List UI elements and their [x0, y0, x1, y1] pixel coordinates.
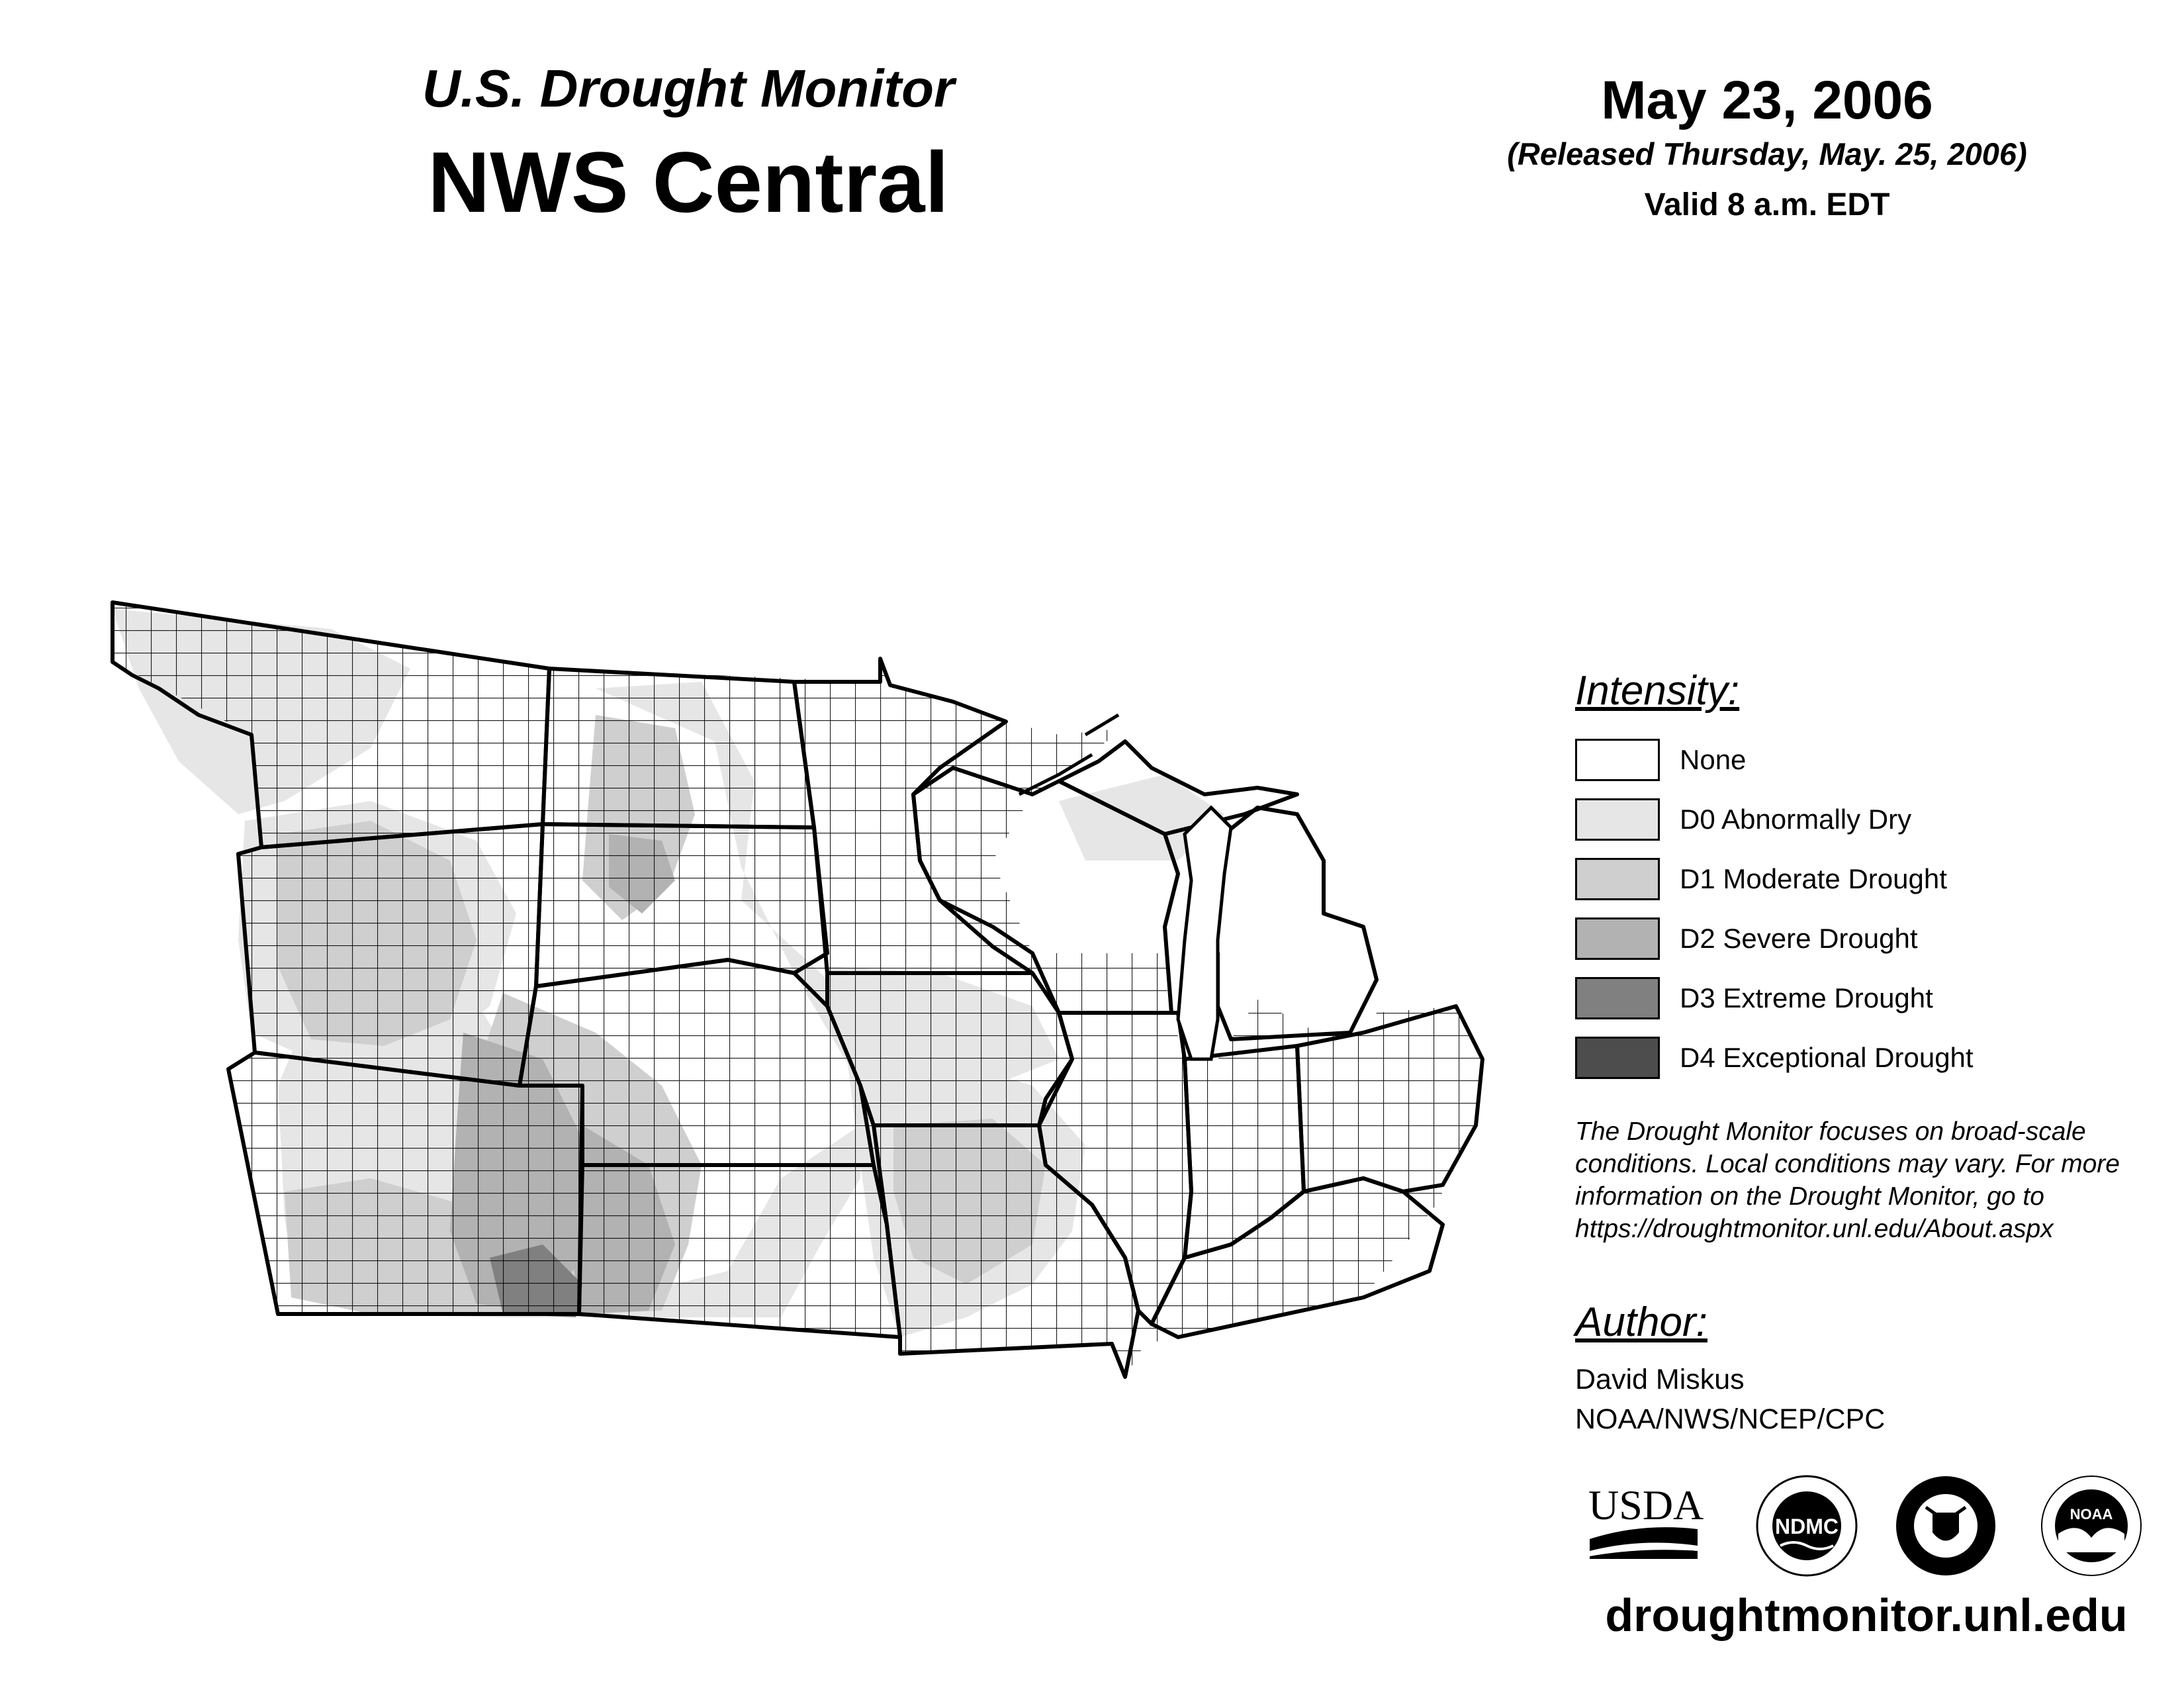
legend-swatch — [1575, 798, 1660, 841]
logo-strip — [1588, 1473, 2158, 1579]
legend-item — [1575, 739, 1746, 781]
legend-swatch — [1575, 917, 1660, 960]
legend-label: D4 Exceptional Drought — [1680, 1042, 1974, 1073]
legend-label: D3 Extreme Drought — [1680, 982, 1933, 1013]
legend-item — [1575, 858, 1947, 900]
legend-item — [1575, 1037, 1974, 1079]
author-org: NOAA/NWS/NCEP/CPC — [1575, 1403, 1886, 1435]
legend-swatch — [1575, 858, 1660, 900]
legend-item — [1575, 917, 1918, 960]
legend-title: Intensity: — [1575, 668, 1740, 714]
legend-swatch — [1575, 1037, 1660, 1079]
legend-swatch — [1575, 739, 1660, 781]
legend-item — [1575, 798, 1911, 841]
legend-label: D1 Moderate Drought — [1680, 863, 1947, 894]
release-date: (Released Thursday, May. 25, 2006) — [1507, 136, 2027, 171]
legend-label: None — [1680, 744, 1747, 775]
map-title: NWS Central — [428, 134, 949, 230]
author-title: Author: — [1575, 1299, 1707, 1345]
ndmc-logo-text: NDMC — [1775, 1515, 1839, 1538]
website-url: droughtmonitor.unl.edu — [1605, 1589, 2128, 1641]
legend-label: D0 Abnormally Dry — [1680, 804, 1912, 835]
ndmc-logo — [1757, 1476, 1856, 1575]
legend-swatch — [1575, 977, 1660, 1019]
drought-monitor-note: The Drought Monitor focuses on broad-scale conditions. Local conditions may vary. For more information on the Drought Monitor, go to https://droughtmonitor.unl.edu/About.aspx — [1575, 1117, 2120, 1243]
usda-logo-text: USDA — [1588, 1481, 1704, 1528]
valid-time: Valid 8 a.m. EDT — [1644, 187, 1890, 222]
usda-logo — [1588, 1481, 1704, 1559]
noaa-logo — [2042, 1476, 2141, 1575]
map-date: May 23, 2006 — [1601, 70, 1933, 130]
author-name: David Miskus — [1575, 1364, 1745, 1395]
legend-label: D2 Severe Drought — [1680, 923, 1918, 954]
commerce-logo — [1896, 1476, 1995, 1575]
legend-item — [1575, 977, 1933, 1019]
map-subtitle: U.S. Drought Monitor — [422, 59, 955, 118]
partner-logos — [1588, 1473, 2158, 1579]
drought-map — [99, 589, 1522, 1410]
noaa-logo-text: NOAA — [2070, 1506, 2113, 1523]
